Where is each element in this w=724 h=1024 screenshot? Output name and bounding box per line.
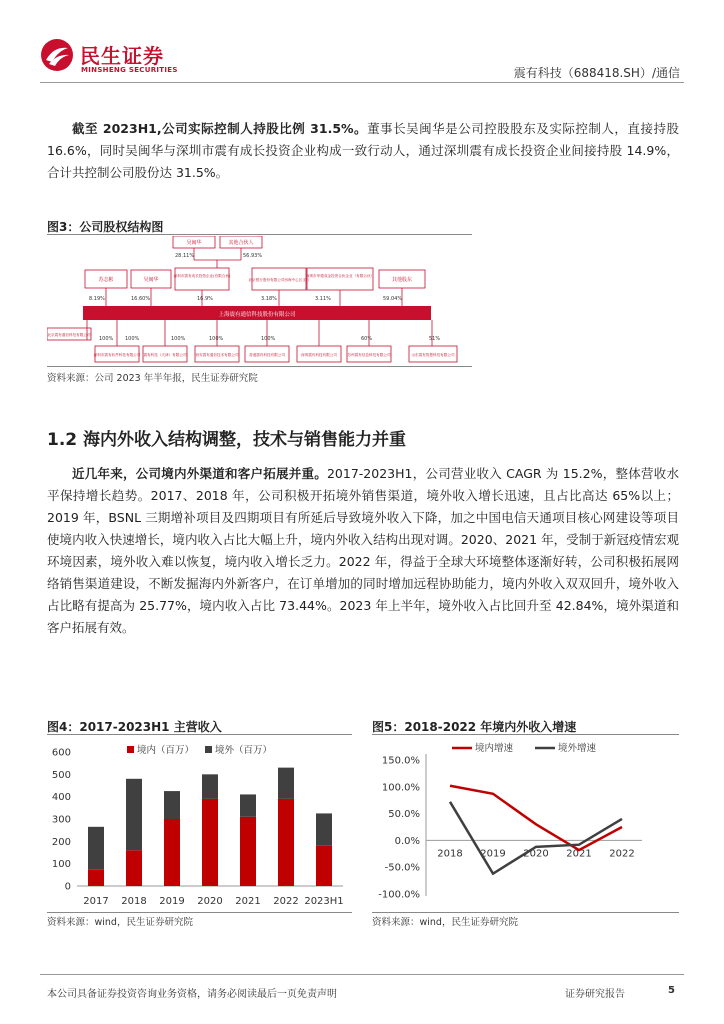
company-label: 上海震有通信科技股份有限公司 (218, 312, 296, 318)
holder-label-6: 其他股东 (391, 277, 413, 283)
sub-pct-1: 100% (99, 336, 114, 342)
bar-domestic (88, 869, 104, 886)
bar-overseas (240, 794, 256, 816)
bar-domestic (316, 846, 332, 886)
holder-pct-6: 59.04% (383, 296, 403, 302)
x-tick-label: 2019 (480, 848, 506, 860)
sub-pct-5: 100% (261, 336, 276, 342)
y-tick-label: 400 (51, 792, 71, 804)
bar-overseas (278, 768, 294, 799)
y-tick-label: 0.0% (394, 835, 420, 847)
sub-label-7: 山东震有智慧科技有限公司 (411, 353, 455, 357)
legend-label-domestic-growth: 境内增速 (475, 743, 514, 754)
legend-label-domestic: 境内（百万） (137, 745, 195, 756)
y-tick-label: -50.0% (384, 862, 420, 874)
bar-domestic (240, 817, 256, 886)
legend-swatch-overseas (205, 746, 212, 753)
sub-label-2: 震有科技（天津）有限公司 (143, 353, 187, 357)
bar-overseas (88, 827, 104, 869)
sub-pct-3: 100% (171, 336, 186, 342)
footer-report-type: 证券研究报告 (565, 989, 625, 1000)
y-tick-label: 200 (51, 836, 71, 848)
holder-label-4: 北京银行股份有限公司西海中心区支行 (248, 278, 310, 282)
header-divider (40, 82, 684, 83)
sub-label-4: 香港震有科技有限公司 (249, 353, 285, 357)
y-tick-label: 600 (51, 747, 71, 759)
bar-domestic (278, 799, 294, 886)
fig3-title: 图3：公司股权结构图 (47, 220, 164, 234)
holder-label-5: 深圳市华德成金投资合伙企业（有限合伙） (305, 274, 375, 278)
growth-line-chart (372, 738, 679, 910)
sub-pct-7: 51% (429, 336, 441, 342)
bar-overseas (164, 791, 180, 819)
y-tick-label: 500 (51, 769, 71, 781)
fig3-title-line (47, 234, 472, 235)
holder-pct-5: 3.11% (315, 296, 331, 302)
sub-pct-4: 100% (209, 336, 224, 342)
x-tick-label: 2018 (121, 896, 147, 907)
bar-domestic (164, 819, 180, 886)
top-pct-1: 28.11% (175, 253, 195, 259)
y-tick-label: 50.0% (388, 809, 420, 821)
holder-pct-2: 16.60% (131, 296, 151, 302)
x-tick-label: 2022 (273, 896, 299, 907)
y-tick-label: -100.0% (378, 889, 420, 901)
x-tick-label: 2017 (83, 896, 109, 907)
fig5-title-line (372, 734, 679, 735)
paragraph-revenue (47, 463, 679, 639)
fig3-bottom-line (47, 366, 472, 367)
x-tick-label: 2020 (523, 848, 549, 860)
fig4-bottom-line (47, 912, 352, 913)
top-pct-2: 56.93% (243, 253, 263, 259)
legend-label-overseas: 境外（百万） (215, 745, 273, 756)
minsheng-logo-icon (40, 38, 74, 72)
sub-label-5: 深圳震有科技有限公司 (301, 353, 337, 357)
holder-label-2: 吴闽华 (143, 277, 159, 283)
paragraph2-body: 2017-2023H1，公司营业收入 CAGR 为 15.2%，整体营收水平保持增长趋势。2017、2018 年，公司积极开拓境外销售渠道，境外收入增长迅速，且占比高达 65%以上；2019 年，BSNL 三期增补项目及四期项目有所延后导致境外收入下降，加之中国电信天通项目核心网建设等项目使境内收入快速增长，境内收入占比大幅上升，境内外收入结构出现对调。2020、2021 年，受制于新冠疫情宏观环境因素，境外收入难以恢复，境内收入增长乏力。2022 年，得益于全球大环境整体逐渐好转，公司积极拓展网络销售渠道建设，不断发掘海内外新客户，在订单增加的同时增加远程协助能力，境内外收入双双回升，境外收入占比略有提高为 25.77%，境内收入占比 73.44%。2023 年上半年，境外收入占比回升至 42.84%，境外渠道和客户拓展有效。 (47, 466, 679, 635)
x-tick-label: 2018 (437, 848, 463, 860)
fig3-source: 资料来源：公司 2023 年半年报，民生证券研究院 (47, 373, 258, 384)
side-note-label: 北京震有通信科技有限公司 (47, 333, 91, 337)
section-title: 1.2 海内外收入结构调整，技术与销售能力并重 (47, 430, 407, 450)
fig4-title: 图4：2017-2023H1 主营收入 (47, 720, 222, 734)
holder-box-5 (307, 268, 373, 290)
holder-label-3: 深圳市震有成长投资企业(有限合伙) (173, 274, 231, 278)
logo-text-cn: 民生证券 (80, 44, 164, 68)
fig5-bottom-line (372, 912, 679, 913)
fig5-title: 图5：2018-2022 年境内外收入增速 (372, 720, 577, 734)
x-tick-label: 2021 (566, 848, 592, 860)
y-tick-label: 300 (51, 814, 71, 826)
bar-domestic (126, 850, 142, 886)
bar-overseas (202, 774, 218, 799)
sub-label-3: 西安震有通信技术有限公司 (195, 353, 239, 357)
holder-pct-3: 16.9% (197, 296, 213, 302)
y-tick-label: 150.0% (381, 755, 420, 767)
y-tick-label: 0 (64, 881, 71, 893)
equity-structure-diagram (47, 236, 472, 364)
fig5-source: 资料来源：wind，民生证券研究院 (372, 917, 518, 928)
top-label-2: 其他合伙人 (228, 240, 254, 246)
page-number: 5 (668, 985, 675, 996)
sub-label-6: 苏州震有信息科技有限公司 (347, 353, 391, 357)
paragraph-lead: 截至 2023H1,公司实际控制人持股比例 31.5%。 (72, 121, 368, 136)
sub-label-1: 深圳市震有软件科技有限公司 (93, 353, 141, 357)
holder-pct-1: 8.19% (89, 296, 105, 302)
x-tick-label: 2022 (609, 848, 635, 860)
fig4-title-line (47, 734, 352, 735)
bar-domestic (202, 799, 218, 886)
series-line-overseas (450, 802, 622, 874)
x-tick-label: 2023H1 (304, 896, 344, 907)
y-tick-label: 100 (51, 859, 71, 871)
legend-swatch-domestic (127, 746, 134, 753)
legend-label-overseas-growth: 境外增速 (558, 743, 597, 754)
top-label-1: 吴闽华 (186, 240, 202, 246)
fig4-source: 资料来源：wind，民生证券研究院 (47, 917, 193, 928)
bar-overseas (316, 813, 332, 845)
holder-label-1: 苏志彬 (98, 277, 114, 283)
bar-overseas (126, 779, 142, 850)
x-tick-label: 2020 (197, 896, 223, 907)
sub-pct-2: 100% (125, 336, 140, 342)
revenue-bar-chart (47, 738, 352, 910)
y-tick-label: 100.0% (381, 782, 420, 794)
holder-pct-4: 3.18% (261, 296, 277, 302)
report-reference: 震有科技（688418.SH）/通信 (513, 66, 680, 80)
x-tick-label: 2019 (159, 896, 185, 907)
holder-box-3 (175, 268, 229, 290)
footer-divider (40, 974, 684, 975)
logo-text-en: MINSHENG SECURITIES (81, 66, 178, 74)
x-tick-label: 2021 (235, 896, 261, 907)
sub-pct-6: 60% (361, 336, 373, 342)
paragraph-body: 董事长吴闽华是公司控股股东及实际控制人，直接持股 16.6%，同时吴闽华与深圳市震有成长投资企业构成一致行动人，通过深圳震有成长投资企业间接持股 14.9%，合计共控制公司股份达 31.5%。 (47, 121, 679, 180)
paragraph2-lead: 近几年来，公司境内外渠道和客户拓展并重。 (72, 466, 327, 481)
paragraph-shareholding (47, 118, 679, 184)
footer-disclaimer: 本公司具备证券投资咨询业务资格，请务必阅读最后一页免责声明 (47, 989, 337, 1000)
